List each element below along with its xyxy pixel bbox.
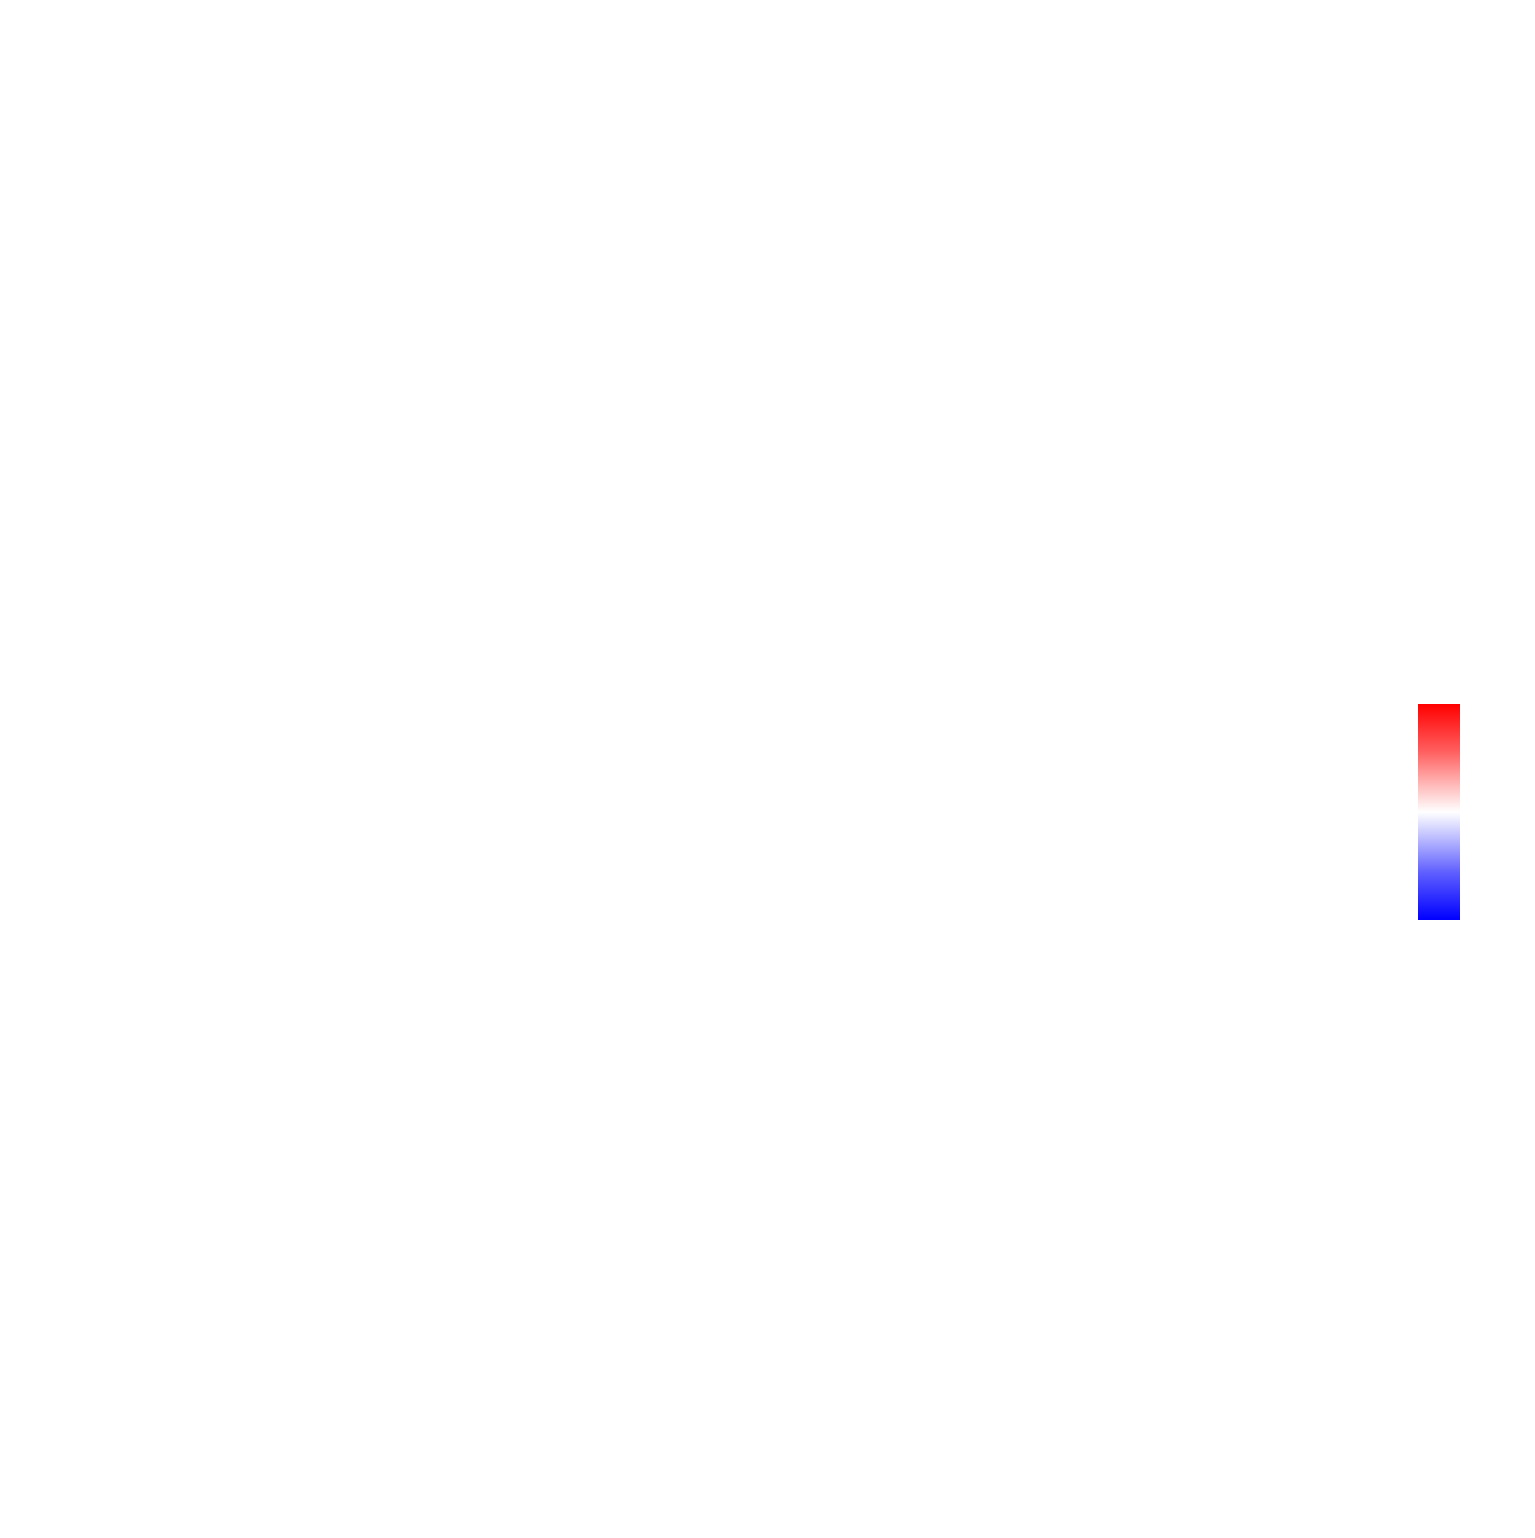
phylum-heatmap [0, 0, 1400, 420]
legend-gradient-bar [1418, 704, 1460, 920]
correlation-legend [1400, 660, 1535, 920]
genus-heatmap [0, 440, 1400, 1520]
